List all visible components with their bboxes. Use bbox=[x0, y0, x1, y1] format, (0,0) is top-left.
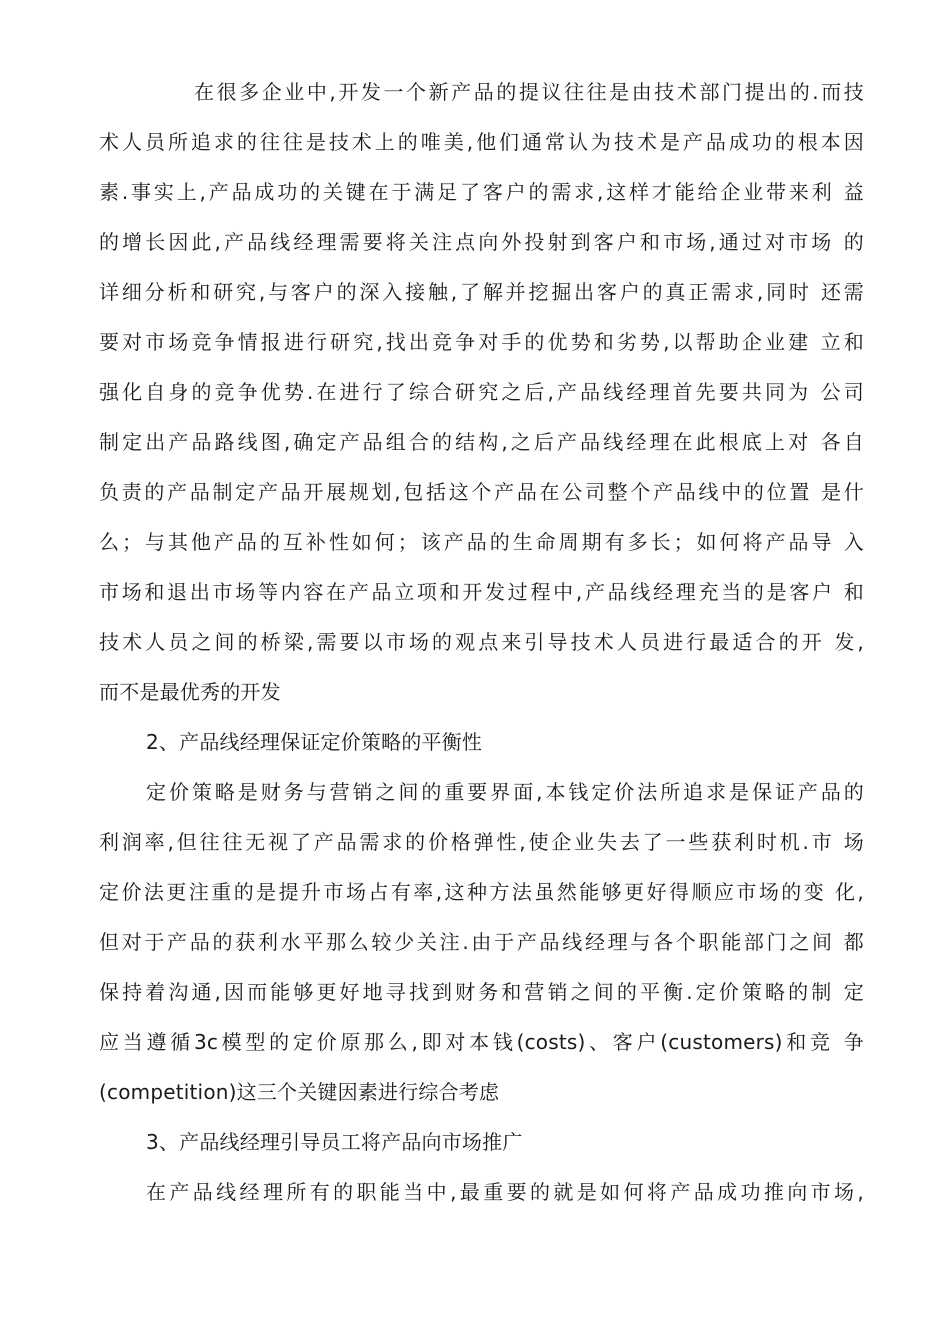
paragraph-line: 制定出产品路线图,确定产品组合的结构,之后产品线经理在此根底上对 各自 bbox=[99, 430, 864, 454]
paragraph-line: 保持着沟通,因而能够更好地寻找到财务和营销之间的平衡.定价策略的制 定 bbox=[99, 980, 864, 1004]
paragraph-line: (competition)这三个关键因素进行综合考虑 bbox=[99, 1080, 500, 1104]
paragraph-line: 强化自身的竞争优势.在进行了综合研究之后,产品线经理首先要共同为 公司 bbox=[99, 380, 864, 404]
paragraph-line: 市场和退出市场等内容在产品立项和开发过程中,产品线经理充当的是客户 和 bbox=[99, 580, 864, 604]
paragraph-line: 而不是最优秀的开发 bbox=[99, 680, 281, 704]
paragraph-line: 负责的产品制定产品开展规划,包括这个产品在公司整个产品线中的位置 是什 bbox=[99, 480, 864, 504]
section-heading: 2、产品线经理保证定价策略的平衡性 bbox=[146, 730, 483, 754]
paragraph-line: 定价策略是财务与营销之间的重要界面,本钱定价法所追求是保证产品的 bbox=[146, 780, 864, 804]
section-heading: 3、产品线经理引导员工将产品向市场推广 bbox=[146, 1130, 523, 1154]
paragraph-line: 应当遵循3c模型的定价原那么,即对本钱(costs)、客户(customers)和竞 争 bbox=[99, 1030, 864, 1054]
paragraph-line: 利润率,但往往无视了产品需求的价格弹性,使企业失去了一些获利时机.市 场 bbox=[99, 830, 864, 854]
paragraph-line: 术人员所追求的往往是技术上的唯美,他们通常认为技术是产品成功的根本因 bbox=[99, 130, 864, 154]
paragraph-line: 素.事实上,产品成功的关键在于满足了客户的需求,这样才能给企业带来利 益 bbox=[99, 180, 864, 204]
paragraph-line: 但对于产品的获利水平那么较少关注.由于产品线经理与各个职能部门之间 都 bbox=[99, 930, 864, 954]
paragraph-line: 技术人员之间的桥梁,需要以市场的观点来引导技术人员进行最适合的开 发, bbox=[99, 630, 864, 654]
paragraph-line: 的增长因此,产品线经理需要将关注点向外投射到客户和市场,通过对市场 的 bbox=[99, 230, 864, 254]
paragraph-line: 要对市场竞争情报进行研究,找出竞争对手的优势和劣势,以帮助企业建 立和 bbox=[99, 330, 864, 354]
paragraph-line: 详细分析和研究,与客户的深入接触,了解并挖掘出客户的真正需求,同时 还需 bbox=[99, 280, 864, 304]
paragraph-line: 在很多企业中,开发一个新产品的提议往往是由技术部门提出的.而技 bbox=[194, 80, 864, 104]
paragraph-line: 在产品线经理所有的职能当中,最重要的就是如何将产品成功推向市场, bbox=[146, 1180, 864, 1204]
paragraph-line: 定价法更注重的是提升市场占有率,这种方法虽然能够更好得顺应市场的变 化, bbox=[99, 880, 864, 904]
paragraph-line: 么；与其他产品的互补性如何；该产品的生命周期有多长；如何将产品导 入 bbox=[99, 530, 864, 554]
